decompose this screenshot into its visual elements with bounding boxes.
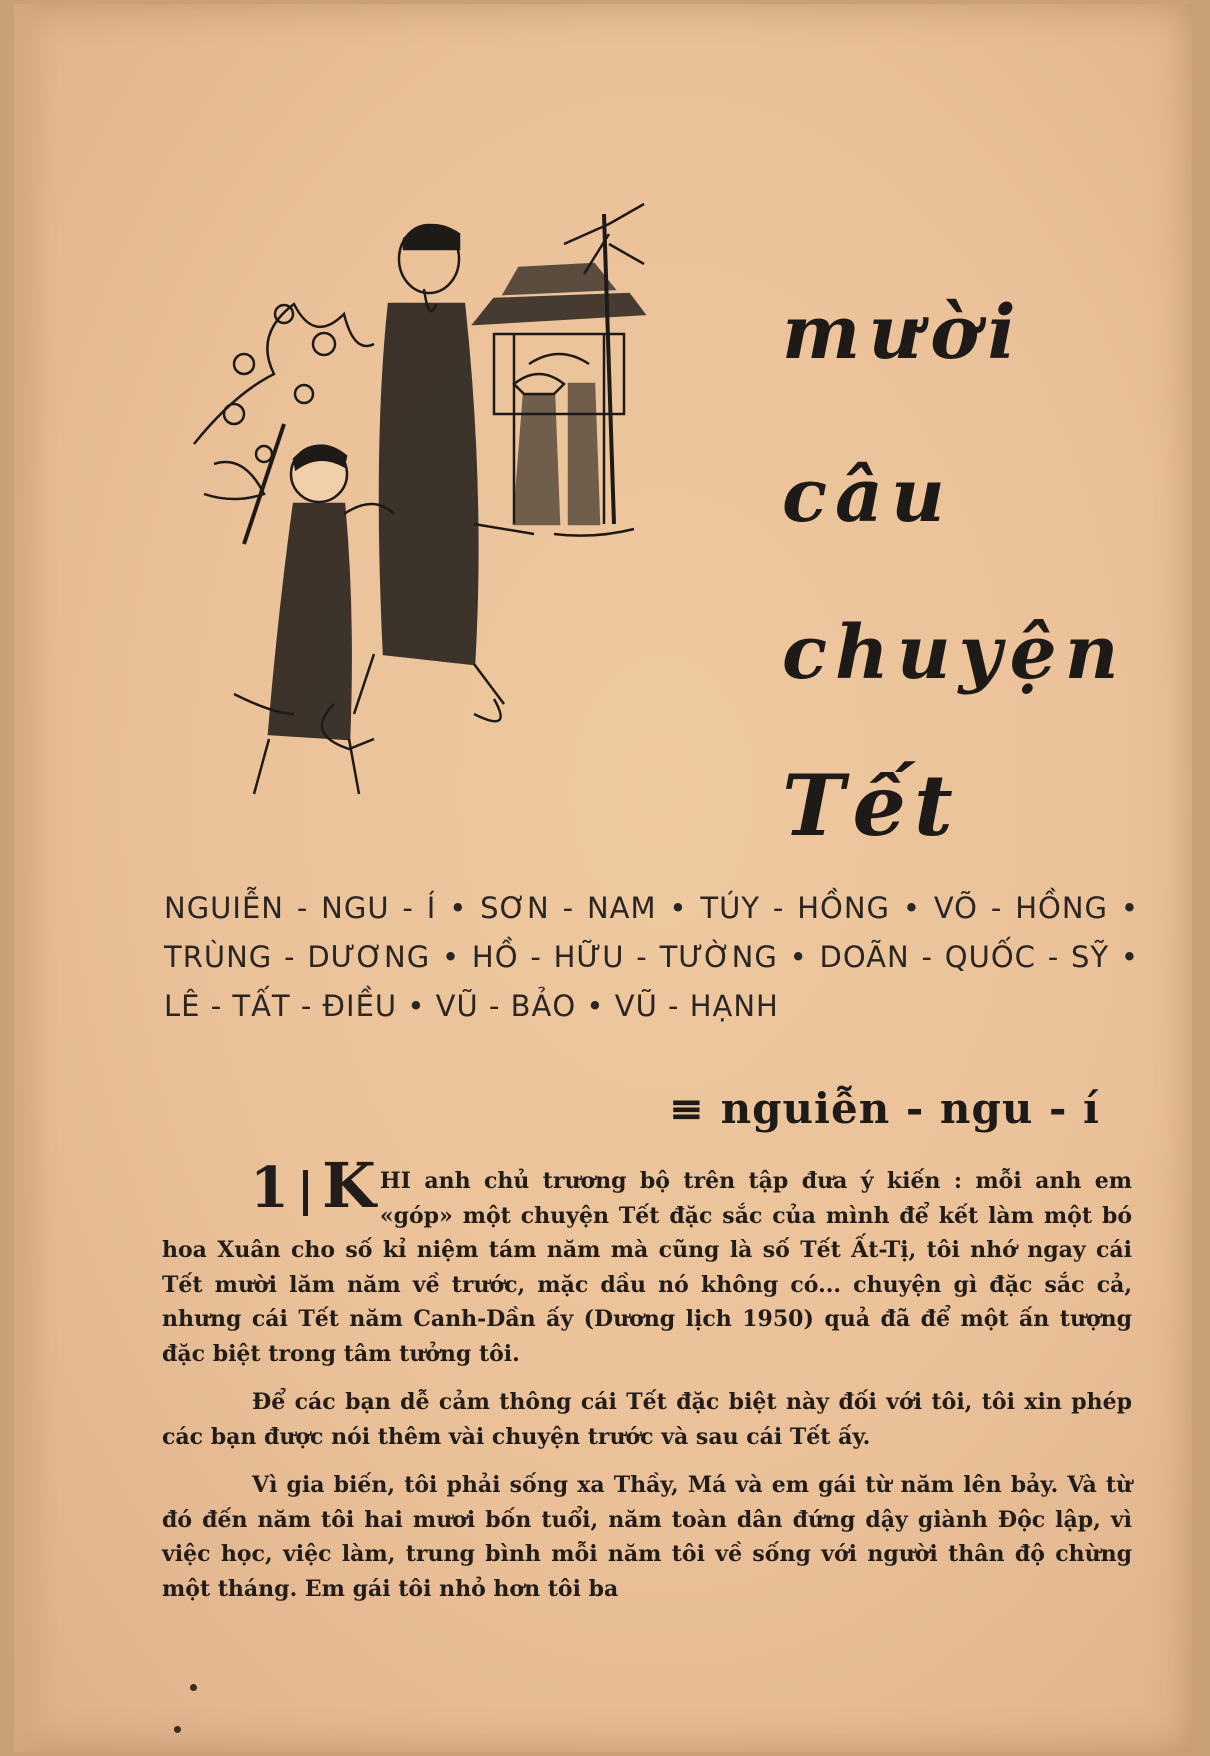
paragraph-3: Vì gia biến, tôi phải sống xa Thầy, Má và em gái từ năm lên bảy. Và từ đó đến năm tôi hai mươi bốn tuổi, năm toàn dân đứng dậy giành Độc lập, vì việc học, việc làm, trung bình mỗi năm tôi về sống với người thân độ chừng một tháng. Em gái tôi nhỏ hơn tôi ba [162,1472,1132,1602]
ink-speck [174,1726,181,1733]
title-line-1: mười [782,290,1024,376]
author-list: NGUIỄN - NGU - Í • SƠN - NAM • TÚY - HỒNG • VÕ - HỒNG • TRÙNG - DƯƠNG • HỒ - HỮU - TƯỜNG • DOÃN - QUỐC - SỸ • LÊ - TẤT - ĐIỀU • VŨ - BẢO • VŨ - HẠNH [164,891,1139,1023]
illustration-grandfather-and-child [174,194,734,844]
article-byline: ≡ nguiễn - ngu - í [668,1084,1100,1133]
magazine-page [14,4,1192,1752]
ink-speck [190,1684,197,1691]
paragraph-1-text: HI anh chủ trương bộ trên tập đưa ý kiến : mỗi anh em «góp» một chuyện Tết đặc sắc của mình để kết làm một bó hoa Xuân cho số kỉ niệm tám năm mà cũng là số Tết Ất-Tị, tôi nhớ ngay cái Tết mười lăm năm về trước, mặc dầu nó không có... chuyện gì đặc sắc cả, nhưng cái Tết năm Canh-Dần ấy (Dương lịch 1950) quả đã để một ấn tượng đặc biệt trong tâm tưởng tôi. [162,1168,1132,1367]
story-number: 1 [250,1155,289,1221]
article-body [162,1149,1132,1620]
page-torn-edge [14,4,52,1752]
title-line-2: câu [782,453,953,539]
title-line-4: Tết [782,756,961,855]
title-line-3: chuyện [782,610,1127,696]
drop-cap: K [321,1149,376,1222]
paragraph-1 [162,1149,1132,1371]
number-divider [303,1170,308,1216]
paragraph-2: Để các bạn dễ cảm thông cái Tết đặc biệt này đối với tôi, tôi xin phép các bạn được nói thêm vài chuyện trước và sau cái Tết ấy. [162,1389,1132,1450]
